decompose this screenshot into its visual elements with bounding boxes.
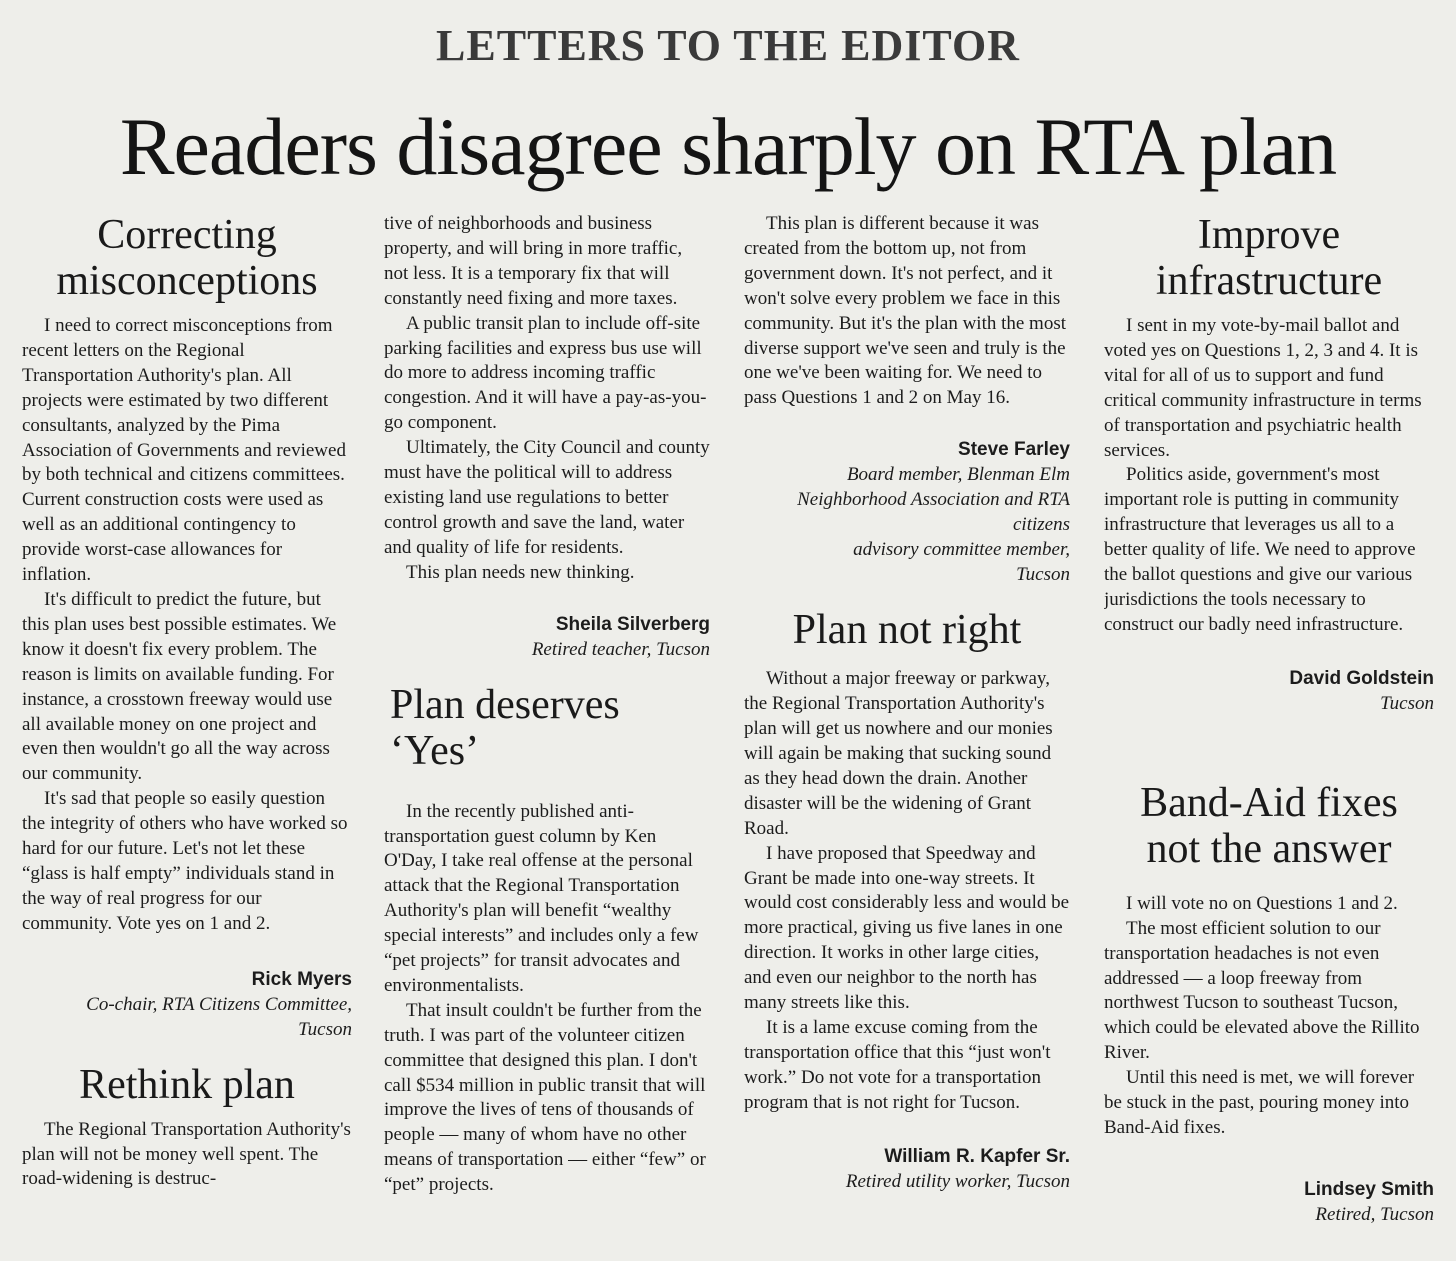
letter-affiliation: Retired, Tucson xyxy=(1315,1203,1434,1225)
section-kicker: LETTERS TO THE EDITOR xyxy=(436,21,1020,70)
letter-paragraph: That insult couldn't be further from the truth. I was part of the volunteer citizen committee that designed this plan. I don't call $534 million in public transit that will improve the lives of tens of thousands of people — many of whom have no other means of transportation — either “few” or “pet” projects. xyxy=(384,999,706,1196)
letter-affiliation: Tucson xyxy=(1380,692,1434,714)
letter-signature: Lindsey Smith xyxy=(1304,1178,1434,1200)
letter-heading: Correcting misconceptions xyxy=(56,212,318,304)
letter-paragraph: Until this need is met, we will forever be stuck in the past, pouring money into Band-Aid fixes. xyxy=(1104,1067,1415,1138)
letter-paragraph: This plan needs new thinking. xyxy=(406,561,635,583)
letter-paragraph: Ultimately, the City Council and county must have the political will to address existing land use regulations to better control growth and save the land, water and quality of life for residents. xyxy=(384,437,710,558)
letter-heading: Band-Aid fixes not the answer xyxy=(1140,779,1398,872)
letter-paragraph: I need to correct misconceptions from recent letters on the Regional Transportation Authority's plan. All projects were estimated by two different consultants, analyzed by the Pima Association of Governments and reviewed by both technical and citizens committees. Current construction costs were used as well as an additional contingency to provide worst-case allowances for inflation. xyxy=(22,315,346,586)
page-headline: Readers disagree sharply on RTA plan xyxy=(119,101,1337,192)
letter-paragraph: This plan is different because it was created from the bottom up, not from government down. It's not perfect, and it won't solve every problem we face in this community. But it's the plan with the most diverse support we've seen and truly is the one we've been waiting for. We need to pass Questions 1 and 2 on May 16. xyxy=(744,213,1067,409)
column-4 xyxy=(1104,212,1434,1252)
letter-affiliation: advisory committee member, xyxy=(853,539,1070,561)
letter-paragraph: Politics aside, government's most important role is putting in community infrastructure that leverages us all to a better quality of life. We need to approve the ballot questions and give our various jurisdictions the tools necessary to construct our badly need infrastructure. xyxy=(1104,464,1416,635)
letter-paragraph: The most efficient solution to our transportation headaches is not even addressed — a loop freeway from northwest Tucson to southeast Tucson, which could be elevated above the Rillito River. xyxy=(1104,917,1420,1064)
letter-paragraph: It's difficult to predict the future, but this plan uses best possible estimates. We know it doesn't fix every problem. The reason is limits on available funding. For instance, a crosstown freeway would use all available money on one project and even then wouldn't go all the way across our community. xyxy=(22,588,337,785)
letter-paragraph: It's sad that people so easily question the integrity of others who have worked so hard for our future. Let's not let these “glass is half empty” individuals stand in the way of real progress for our community. Vote yes on 1 and 2. xyxy=(22,788,348,934)
letter-heading: Plan deserves ‘Yes’ xyxy=(390,681,620,774)
letter-affiliation: Tucson xyxy=(298,1018,352,1040)
letter-signature: Steve Farley xyxy=(958,439,1070,461)
letter-heading: Rethink plan xyxy=(79,1061,295,1108)
letter-paragraph: In the recently published anti-transportation guest column by Ken O'Day, I take real offense at the personal attack that the Regional Transportation Authority's plan will benefit “wealthy special interests” and includes only a few “pet projects” for transit advocates and environmentalists. xyxy=(384,800,699,996)
letter-paragraph: tive of neighborhoods and business property, and will bring in more traffic, not less. It is a temporary fix that will constantly need fixing and more taxes. xyxy=(384,213,683,309)
letter-paragraph: I sent in my vote-by-mail ballot and voted yes on Questions 1, 2, 3 and 4. It is vital for all of us to support and fund critical community infrastructure in terms of transportation and psychiatric health services. xyxy=(1104,315,1422,461)
letter-signature: William R. Kapfer Sr. xyxy=(884,1145,1070,1167)
letter-paragraph: The Regional Transportation Authority's plan will not be money well spent. The road-widening is destruc- xyxy=(22,1118,351,1190)
letter-paragraph: A public transit plan to include off-site parking facilities and express bus use will do more to address incoming traffic congestion. And it will have a pay-as-you-go component. xyxy=(384,312,707,434)
column-3 xyxy=(744,212,1070,1252)
letter-heading: Improve infrastructure xyxy=(1155,212,1383,304)
letter-affiliation: Retired teacher, Tucson xyxy=(531,638,710,660)
letter-paragraph: I will vote no on Questions 1 and 2. xyxy=(1126,892,1398,914)
letter-paragraph: I have proposed that Speedway and Grant be made into one-way streets. It would cost considerably less and would be more practical, giving us five lanes in one direction. It works in other large cities, and even our neighbor to the north has many streets like this. xyxy=(744,842,1070,1014)
letter-signature: Rick Myers xyxy=(251,968,352,990)
letter-affiliation: Co-chair, RTA Citizens Committee, xyxy=(86,993,352,1015)
letter-signature: Sheila Silverberg xyxy=(555,613,710,635)
letter-affiliation: Board member, Blenman Elm Neighborhood Association and RTA citizens xyxy=(797,464,1070,536)
letter-affiliation: Retired utility worker, Tucson xyxy=(845,1170,1070,1192)
letter-heading: Plan not right xyxy=(792,607,1022,654)
letter-paragraph: Without a major freeway or parkway, the Regional Transportation Authority's plan will get us nowhere and our monies will again be making that sucking sound as they head down the drain. Another disaster will be the widening of Grant Road. xyxy=(744,668,1053,839)
letter-signature: David Goldstein xyxy=(1289,667,1434,689)
column-1 xyxy=(22,212,352,1252)
letter-affiliation: Tucson xyxy=(1016,564,1070,586)
letter-paragraph: It is a lame excuse coming from the transportation office that this “just won't work.” Do not vote for a transportation program that is not right for Tucson. xyxy=(744,1016,1051,1113)
column-2 xyxy=(384,212,710,1252)
